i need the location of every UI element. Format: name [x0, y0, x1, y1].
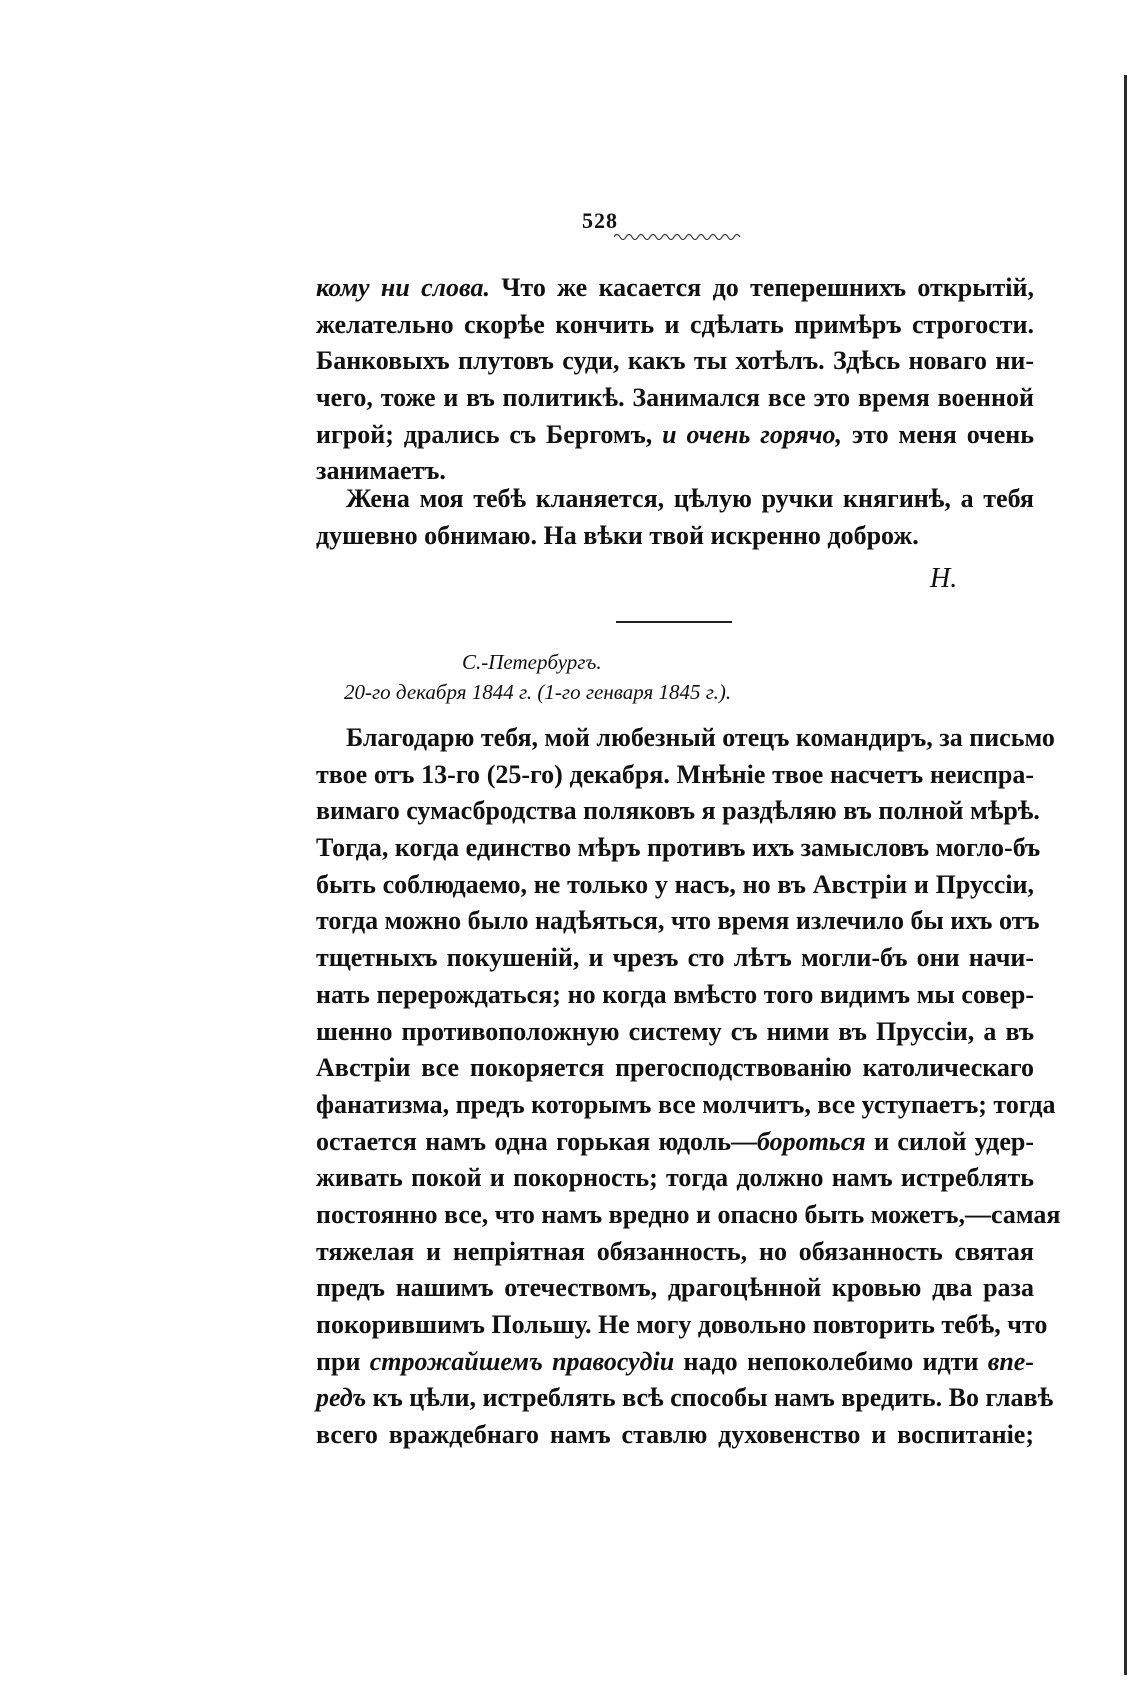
- page-number: 528: [582, 208, 618, 233]
- text-line: тогда можно было надѣяться, что время излечило бы ихъ отъ: [316, 906, 1040, 936]
- text-line: Благодарю тебя, мой любезный отецъ командиръ, за письмо: [346, 723, 1055, 752]
- italic-text: впе-: [987, 1346, 1035, 1376]
- text-line: [316, 1344, 1034, 1381]
- italic-text: бороться: [757, 1126, 866, 1156]
- text-line: предъ нашимъ отечествомъ, драгоцѣнной кровью два раза: [316, 1273, 1034, 1303]
- text-line: [316, 1380, 1054, 1417]
- text-line: [316, 270, 1034, 307]
- text-line: занимаетъ.: [316, 456, 446, 486]
- wavy-ornament: [614, 232, 744, 242]
- text-line: быть соблюдаемо, не только у насъ, но въ Австріи и Пруссіи,: [316, 869, 1034, 899]
- text-line: [316, 417, 1034, 454]
- italic-text: кому ни слова.: [316, 273, 490, 302]
- text-line: постоянно все, что намъ вредно и опасно быть можетъ,—самая: [316, 1199, 1061, 1229]
- text-line: душевно обнимаю. На вѣки твой искренно доброж.: [316, 520, 919, 550]
- text-line: Тогда, когда единство мѣръ противъ ихъ замысловъ могло-бъ: [316, 833, 1041, 863]
- line-text: игрой; дрались съ Бергомъ,: [316, 419, 653, 449]
- text-line: всего враждебнаго намъ ставлю духовенство и воспитаніе;: [316, 1420, 1034, 1450]
- page-edge-line: [1124, 75, 1127, 1675]
- text-line: фанатизма, предъ которымъ все молчитъ, все уступаетъ; тогда: [316, 1089, 1056, 1119]
- text-line: нать перерождаться; но когда вмѣсто того видимъ мы совер-: [316, 979, 1034, 1009]
- text-line: желательно скорѣе кончить и сдѣлать примѣръ строгости.: [316, 309, 1034, 339]
- text-line: покорившимъ Польшу. Не могу довольно повторить тебѣ, что: [316, 1310, 1048, 1339]
- line-text: надо непоколебимо идти: [674, 1346, 988, 1376]
- section-divider: [616, 621, 732, 623]
- line-text: Что же касается до теперешнихъ открытій,: [489, 273, 1035, 302]
- text-line: живать покой и покорность; тогда должно намъ истреблять: [316, 1163, 1034, 1193]
- line-text: и силой удер-: [865, 1126, 1034, 1156]
- letter-date: 20-го декабря 1844 г. (1-го генваря 1845 г.).: [344, 680, 732, 704]
- text-line: чего, тоже и въ политикѣ. Занимался все это время военной: [316, 383, 1034, 413]
- line-text: это меня очень: [842, 419, 1034, 449]
- signature: Н.: [930, 563, 958, 594]
- italic-text: строжайшемъ правосудіи: [369, 1346, 675, 1376]
- letter2-body: [316, 720, 1061, 1454]
- letter1-paragraph1: [316, 270, 1034, 490]
- text-line: вимаго сумасбродства поляковъ я раздѣляю въ полной мѣрѣ.: [316, 796, 1040, 826]
- line-text: при: [316, 1346, 370, 1376]
- text-line: тщетныхъ покушеній, и чрезъ сто лѣтъ могли-бъ они начи-: [316, 943, 1034, 973]
- letter1-paragraph2: [316, 481, 1034, 554]
- line-text: къ цѣли, истреблять всѣ способы намъ вредить. Во главѣ: [366, 1383, 1054, 1413]
- letter-place: С.-Петербургъ.: [462, 650, 602, 674]
- italic-text: и очень горячо,: [652, 419, 843, 449]
- text-line: Жена моя тебѣ кланяется, цѣлую ручки княгинѣ, а тебя: [346, 484, 1034, 513]
- text-line: Банковыхъ плутовъ суди, какъ ты хотѣлъ. Здѣсь новаго ни-: [316, 346, 1034, 376]
- italic-text: редъ: [316, 1383, 367, 1413]
- text-line: [316, 1124, 1034, 1161]
- text-line: твое отъ 13-го (25-го) декабря. Мнѣніе твое насчетъ неиспра-: [316, 759, 1034, 789]
- page-number-wrap: [0, 208, 1140, 234]
- text-line: тяжелая и непріятная обязанность, но обязанность святая: [316, 1236, 1034, 1266]
- text-line: шенно противоположную систему съ ними въ Пруссіи, а въ: [316, 1016, 1034, 1046]
- line-text: остается намъ одна горькая юдоль—: [316, 1126, 758, 1156]
- text-line: Австріи все покоряется прегосподствованію католическаго: [316, 1053, 1034, 1083]
